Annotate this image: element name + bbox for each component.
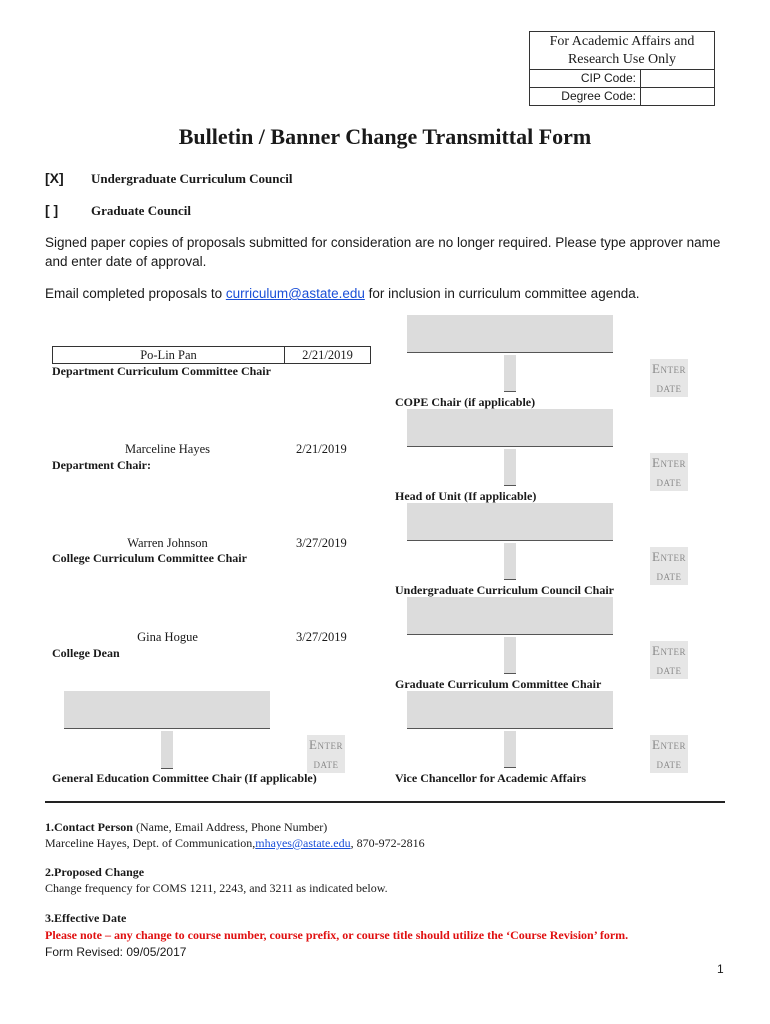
signer-role: College Dean — [52, 646, 120, 660]
degree-code-field[interactable] — [641, 88, 714, 105]
signer-role: Department Chair: — [52, 458, 151, 472]
signer-name[interactable]: Gina Hogue — [137, 630, 198, 644]
signer-role: College Curriculum Committee Chair — [52, 551, 247, 565]
cip-code-field[interactable] — [641, 70, 714, 87]
signature-field[interactable] — [407, 315, 613, 353]
email-prefix: Email completed proposals to — [45, 286, 226, 301]
dept-curriculum-chair-signature — [52, 346, 371, 364]
signer-date[interactable]: 3/27/2019 — [296, 630, 347, 644]
degree-code-row — [530, 88, 714, 105]
signer-role: Graduate Curriculum Committee Chair — [395, 677, 602, 691]
section-divider — [45, 801, 725, 803]
contact-phone: , 870-972-2816 — [350, 836, 425, 850]
page-number: 1 — [717, 962, 724, 976]
contact-person-heading: 1.Contact Person — [45, 820, 133, 834]
signer-name[interactable]: Po-Lin Pan — [53, 347, 285, 363]
signature-stub[interactable] — [504, 449, 516, 486]
signature-stub[interactable] — [504, 355, 516, 392]
signature-field[interactable] — [407, 597, 613, 635]
signature-stub[interactable] — [504, 731, 516, 768]
signature-stub[interactable] — [504, 543, 516, 580]
degree-code-label: Degree Code: — [530, 88, 641, 105]
cip-code-label: CIP Code: — [530, 70, 641, 87]
page-title: Bulletin / Banner Change Transmittal Form — [178, 124, 592, 149]
signature-field[interactable] — [407, 409, 613, 447]
ucc-checkbox[interactable]: [X] — [45, 170, 64, 186]
date-placeholder[interactable]: Enter date — [650, 359, 688, 397]
ucc-label: Undergraduate Curriculum Council — [91, 171, 293, 186]
effective-date-heading: 3.Effective Date — [45, 911, 127, 925]
contact-person-heading-line — [45, 820, 327, 835]
signer-role: Head of Unit (If applicable) — [395, 489, 537, 503]
signature-stub[interactable] — [161, 731, 173, 769]
signature-field[interactable] — [407, 691, 613, 729]
email-instructions — [45, 284, 725, 303]
curriculum-email-link[interactable]: curriculum@astate.edu — [225, 286, 365, 301]
contact-name-dept: Marceline Hayes, Dept. of Communication, — [45, 836, 256, 850]
date-placeholder[interactable]: Enter date — [650, 547, 688, 585]
contact-person-hint: (Name, Email Address, Phone Number) — [132, 820, 328, 834]
signer-role: Vice Chancellor for Academic Affairs — [395, 771, 587, 785]
signer-role: COPE Chair (if applicable) — [395, 395, 536, 409]
instructions-text: Signed paper copies of proposals submitted for consideration are no longer required. Please type approver name and enter date of approval. — [45, 235, 721, 269]
gc-label: Graduate Council — [91, 203, 192, 218]
email-suffix: for inclusion in curriculum committee agenda. — [364, 286, 640, 301]
form-revised: Form Revised: 09/05/2017 — [45, 945, 187, 959]
date-placeholder[interactable]: Enter date — [650, 735, 688, 773]
signer-name[interactable]: Warren Johnson — [127, 536, 208, 550]
signer-date[interactable]: 2/21/2019 — [296, 442, 347, 456]
proposed-change-heading: 2.Proposed Change — [45, 865, 145, 879]
academic-affairs-title: For Academic Affairs and Research Use Only — [530, 32, 714, 70]
signer-date[interactable]: 3/27/2019 — [296, 536, 347, 550]
contact-person-detail — [45, 836, 425, 851]
academic-affairs-box — [529, 31, 715, 106]
signer-date[interactable]: 2/21/2019 — [302, 348, 353, 362]
proposed-change-detail: Change frequency for COMS 1211, 2243, and 3211 as indicated below. — [45, 881, 388, 895]
signature-field[interactable] — [64, 691, 270, 729]
signature-stub[interactable] — [504, 637, 516, 674]
effective-date-note: Please note – any change to course number, course prefix, or course title should utilize the ‘Course Revision’ form. — [45, 928, 629, 942]
signer-role: General Education Committee Chair (If applicable) — [52, 771, 317, 785]
date-placeholder[interactable]: Enter date — [650, 641, 688, 679]
signer-name[interactable]: Marceline Hayes — [124, 442, 211, 456]
signer-role: Undergraduate Curriculum Council Chair — [395, 583, 614, 597]
contact-email-link[interactable]: mhayes@astate.edu — [255, 836, 351, 850]
date-placeholder[interactable]: Enter date — [650, 453, 688, 491]
signature-field[interactable] — [407, 503, 613, 541]
gc-checkbox[interactable]: [ ] — [45, 202, 59, 218]
date-placeholder[interactable]: Enter date — [307, 735, 345, 773]
signer-role: Department Curriculum Committee Chair — [52, 364, 271, 378]
cip-code-row — [530, 70, 714, 88]
